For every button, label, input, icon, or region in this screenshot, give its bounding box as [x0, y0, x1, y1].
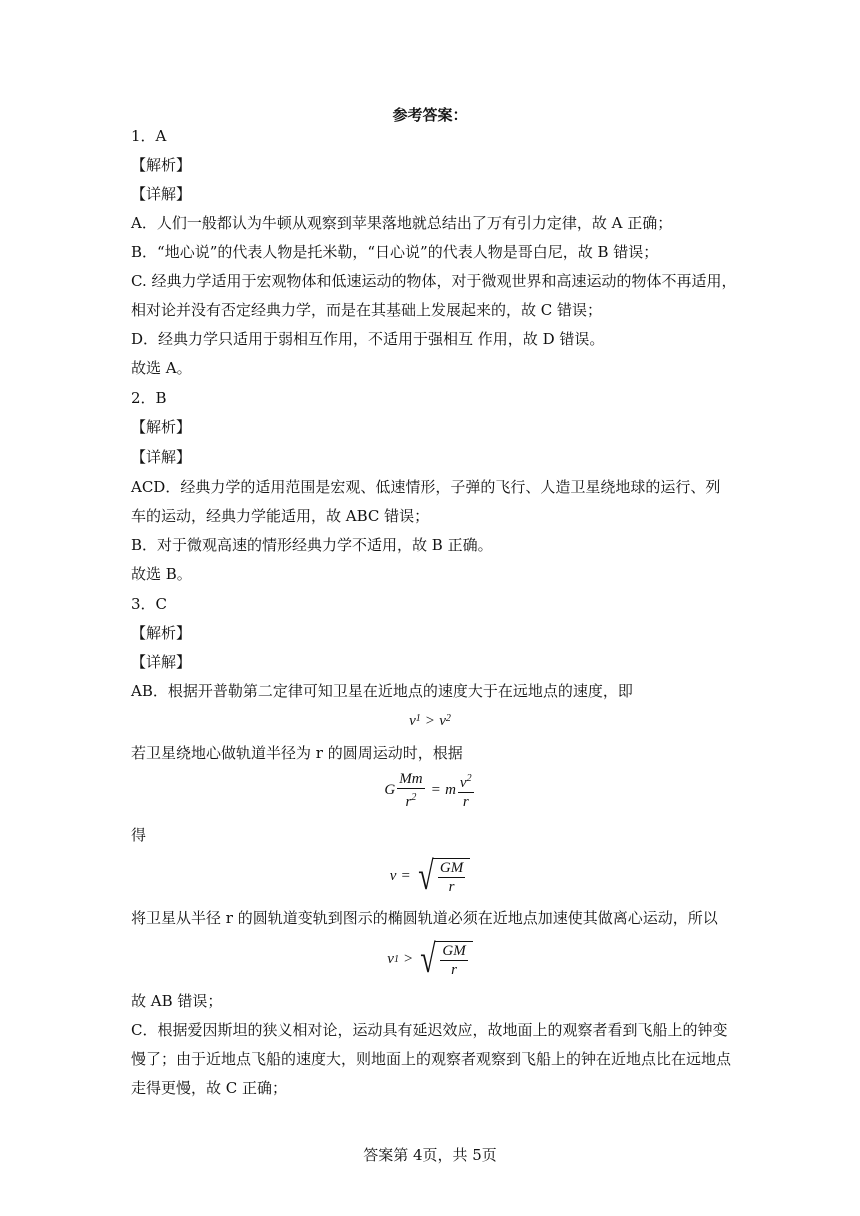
fraction: $\frac{GM}{r}$ [439, 860, 464, 895]
q1-xiangjie-heading: 【详解】 [131, 185, 192, 203]
q2-xiangjie-heading: 【详解】 [131, 448, 192, 466]
q2-jiexi-heading: 【解析】 [131, 418, 192, 436]
q3-line: AB．根据开普勒第二定律可知卫星在近地点的速度大于在远地点的速度，即 [131, 682, 633, 700]
q1-jiexi-heading: 【解析】 [131, 156, 192, 174]
q2-answer: 2．B [131, 389, 167, 407]
sqrt: √ $\frac{GM}{r}$ [417, 937, 472, 981]
page-title: 参考答案： [392, 106, 468, 124]
q3-line: 得 [131, 826, 147, 844]
sqrt: √ $\frac{GM}{r}$ [415, 854, 470, 898]
fraction: $\frac{Mm}{r^2}$ [399, 771, 423, 810]
q3-jiexi-heading: 【解析】 [131, 624, 192, 642]
formula-v1-gt-v2: v 1 > v 2 [409, 713, 451, 729]
q3-line: C．根据爱因斯坦的狭义相对论，运动具有延迟效应，故地面上的观察者看到飞船上的钟变 [131, 1021, 728, 1039]
q2-line: 车的运动，经典力学能适用，故 ABC 错误； [131, 507, 430, 525]
q3-line: 若卫星绕地心做轨道半径为 r 的圆周运动时，根据 [131, 744, 463, 762]
q1-line: A．人们一般都认为牛顿从观察到苹果落地就总结出了万有引力定律，故 A 正确； [131, 214, 673, 232]
q3-answer: 3．C [131, 595, 168, 613]
q3-xiangjie-heading: 【详解】 [131, 653, 192, 671]
q3-line: 走得更慢，故 C 正确； [131, 1079, 288, 1097]
q2-line: ACD．经典力学的适用范围是宏观、低速情形，子弹的飞行、人造卫星绕地球的运行、列 [131, 478, 721, 496]
q1-line: 相对论并没有否定经典力学，而是在其基础上发展起来的，故 C 错误； [131, 301, 603, 319]
q3-line: 故 AB 错误； [131, 992, 223, 1010]
q2-line: 故选 B。 [131, 565, 192, 583]
q1-line: 故选 A。 [131, 359, 192, 377]
q1-line: B．“地心说”的代表人物是托米勒，“日心说”的代表人物是哥白尼，故 B 错误； [131, 243, 659, 261]
formula-v-equals-sqrt: v = √ $\frac{GM}{r}$ [0, 854, 860, 898]
q3-line: 将卫星从半径 r 的圆轨道变轨到图示的椭圆轨道必须在近地点加速使其做离心运动，所以 [131, 909, 718, 927]
fraction: $\frac{GM}{r}$ [442, 943, 466, 978]
fraction: $\frac{v^2}{r}$ [458, 770, 474, 811]
formula-gravity-centripetal: G $\frac{Mm}{r^2}$ = m $\frac{v^2}{r}$ [384, 771, 472, 810]
q3-line: 慢了；由于近地点飞船的速度大，则地面上的观察者观察到飞船上的钟在近地点比在远地点 [131, 1050, 732, 1068]
formula-v1-gt-sqrt: v 1 > √ $\frac{GM}{r}$ [0, 937, 860, 981]
q1-line: D．经典力学只适用于弱相互作用，不适用于强相互 作用，故 D 错误。 [131, 330, 605, 348]
q2-line: B．对于微观高速的情形经典力学不适用，故 B 正确。 [131, 536, 493, 554]
q1-line: C. 经典力学适用于宏观物体和低速运动的物体，对于微观世界和高速运动的物体不再适用， [131, 272, 737, 290]
q1-answer: 1．A [131, 127, 167, 145]
page-footer: 答案第 4页，共 5页 [363, 1146, 497, 1164]
